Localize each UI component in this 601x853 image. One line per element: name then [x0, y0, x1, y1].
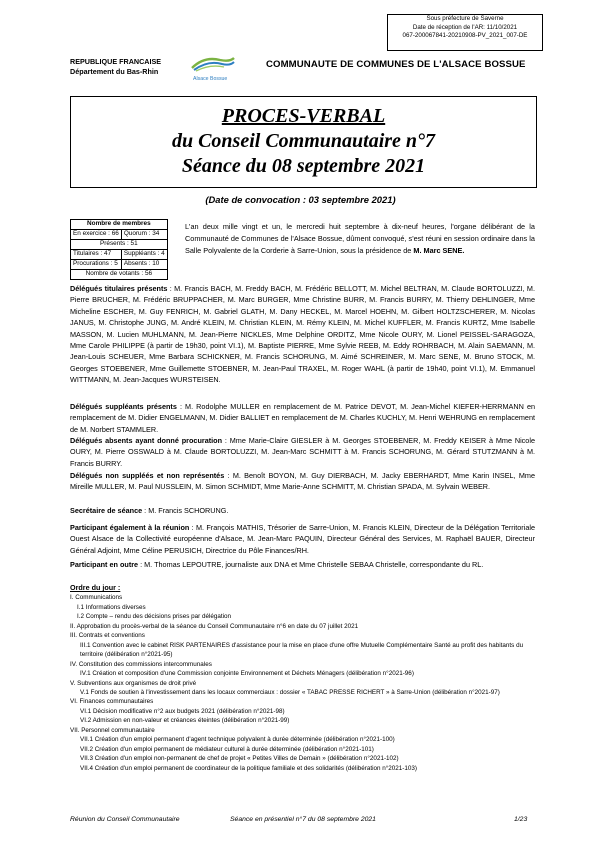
members-titulaires: Titulaires : 47 [71, 250, 122, 260]
convocation-date: (Date de convocation : 03 septembre 2021) [205, 194, 396, 205]
non-suppleés-text: : M. Benoît BOYON, M. Guy DIERBACH, M. Jacky EBERHARDT, Mme Karin INSEL, Mme Mireille MULLER, M. Paul NUSSLEIN, M. Simon SCHMIDT, Mme Marie-Anne SCHMITT, M. Christian SPADA, M. Sylvain WEBER. [70, 471, 535, 492]
agenda-item: VI. Finances communautaires [70, 698, 154, 706]
alsace-bossue-logo [190, 54, 236, 80]
agenda-item: VII.4 Création d'un emploi permanent de coordinateur de la politique familiale et des solidarités (délibération n°2021-103) [80, 764, 417, 772]
agenda-item: VII.3 Création d'un emploi non-permanent de chef de projet « Petites Villes de Demain » (délibération n°2021-102) [80, 755, 399, 763]
department-label: Département du Bas-Rhin [70, 67, 159, 76]
intro-text: L'an deux mille vingt et un, le mercredi huit septembre à dix-neuf heures, l'organe délibérant de la Communauté de Communes de l'Alsace Bossue, dûment convoqué, s'est réuni en session ordinaire dans la Salle Polyvalente de la Corderie à Sarre-Union, sous la présidence de [185, 222, 535, 255]
non-suppleés-label: Délégués non suppléés et non représentés [70, 471, 225, 480]
footer-left: Réunion du Conseil Communautaire [70, 816, 180, 823]
agenda-item: I. Communications [70, 594, 123, 602]
agenda-item: I.2 Compte – rendu des décisions prises par délégation [77, 613, 232, 621]
logo-text: Alsace Bossue [193, 76, 228, 82]
titulaires-label: Délégués titulaires présents [70, 284, 168, 293]
intro-paragraph [185, 221, 535, 257]
participant-text: : M. François MATHIS, Trésorier de Sarre-Union, M. Francis KLEIN, Directeur de la Délégation Territoriale Ouest Alsace de la Collectivité européenne d'Alsace, M. Jean-Marc PAQUIN, Directeur Général des Services, M. Raphaël BAUER, Directeur Général Adjoint, Mme Céline PERUSICH, Directrice du Pôle Finances/RH. [70, 523, 536, 555]
procuration-text: : Mme Marie-Claire GIESLER à M. Georges STOEBENER, M. Freddy KEISER à Mme Nicole OURY, M. Pierre OSSWALD à M. Claude BORTOLUZZI, M. Jean-Marc SCHMITT à M. Francis SCHORUNG, M. Gérard STUTZMANN à M. Francis BURRY. [70, 436, 535, 468]
agenda-item: VII.1 Création d'un emploi permanent d'agent technique polyvalent à durée déterminée (délibération n°2021-100) [80, 736, 395, 744]
suppleants-text: : M. Rodolphe MULLER en remplacement de M. Patrice DEVOT, M. Jean-Michel KIEFER-HERRMANN en remplacement de M. Didier ENGELMANN, M. Didier BALLIET en remplacement de M. Charles KUCHLY, M. Henri WEHRUNG en remplacement de M. Norbert STAMMLER. [70, 402, 536, 434]
intro-president: M. Marc SENE. [413, 246, 465, 255]
members-procurations: Procurations : 5 [71, 260, 122, 270]
title-box [70, 96, 537, 188]
participant-paragraph [70, 522, 535, 556]
delegues-procuration-paragraph [70, 435, 535, 469]
title-line-3: Séance du 08 septembre 2021 [181, 155, 426, 177]
stamp-line-3: 067-200067841-20210908-PV_2021_007-DE [402, 32, 528, 40]
members-table [70, 219, 168, 280]
agenda-item: V.1 Fonds de soutien à l'investissement dans les locaux commerciaux : dossier « TABAC PRESSE RICHERT » à Sarre-Union (délibération n°2021-97) [80, 688, 500, 696]
members-votants: Nombre de votants : 56 [71, 270, 168, 280]
delegues-non-suppleés-paragraph [70, 470, 535, 493]
members-absents: Absents : 10 [121, 260, 167, 270]
titulaires-text: : M. Francis BACH, M. Freddy BACH, M. Frédéric BELLOTT, M. Michel BELTRAN, M. Claude BORTOLUZZI, M. Pierre BRUCHER, M. Frédéric BRUPPACHER, M. Marc BURGER, Mme Christine BURR, M. Francis BURRY, M. Thierry DEHLINGER, Mme Micheline ESCHER, M. Guy FENRICH, M. Gabriel GLATH, M. Dany HECKEL, M. Marcel HOEHN, M. Gilbert HOLTZSCHERER, M. Nicolas JANUS, M. Christophe JUNG, M. André KLEIN, M. Christian KLEIN, M. Rémy KLEIN, M. Michel KUFFLER, M. Francis KURTZ, Mme Isabelle MASSON, M. Lucien MUHLMANN, M. Jean-Pierre NICKLES, Mme Delphine ORDITZ, Mme Nicole OURY, M. Lionel PEISSEL-SARAGOZA, Mme Carole PHILIPPE (à partir de 19h30, point VI.1), M. Baptiste PIERRE, Mme Sylvie REEB, M. Eddy ROHRBACH, M. Alain SAEMANN, M. Jean-Louis SCHEUER, Mme Barbara SCHICKNER, M. Francis SCHORUNG, M. Aimé SCHREINER, M. Marc SENE, M. Bruno STOCK, M. Georges STOEBENER, Mme Guillemette STOEBNER, M. Jean-Paul TRAXEL, M. Roger WAHL (à partir de 19h40, point VI.1), M. Emmanuel WITTMANN, M. Jean-Jacques WURSTEISEN. [70, 284, 535, 385]
agenda-item: VI.1 Décision modificative n°2 aux budgets 2021 (délibération n°2021-98) [80, 707, 285, 715]
outre-label: Participant en outre [70, 560, 139, 569]
footer-page-number: 1/23 [514, 816, 528, 823]
ordre-du-jour-heading: Ordre du jour : [70, 583, 121, 592]
secretaire-text: : M. Francis SCHORUNG. [142, 506, 229, 515]
agenda-item: IV. Constitution des commissions intercommunales [70, 660, 212, 668]
logo-swoosh-icon [190, 54, 236, 72]
members-presents: Présents : 51 [71, 240, 168, 250]
community-name: COMMUNAUTE DE COMMUNES DE L'ALSACE BOSSUE [266, 59, 526, 70]
title-line-2: du Conseil Communautaire n°7 [171, 130, 436, 152]
procuration-label: Délégués absents ayant donné procuration [70, 436, 223, 445]
agenda-item: VI.2 Admission en non-valeur et créances éteintes (délibération n°2021-99) [80, 717, 290, 725]
ordre-du-jour-list [70, 593, 540, 773]
title-line-1: PROCES-VERBAL [221, 105, 386, 127]
agenda-item: VII.2 Création d'un emploi permanent de médiateur culturel à durée déterminée (délibération n°2021-101) [80, 745, 374, 753]
delegues-suppleants-paragraph [70, 401, 535, 435]
agenda-item: V. Subventions aux organismes de droit privé [70, 679, 197, 687]
republic-label: REPUBLIQUE FRANCAISE [70, 57, 162, 66]
members-en-exercice: En exercice : 66 [71, 230, 122, 240]
delegues-titulaires-paragraph [70, 283, 535, 386]
agenda-item: III.1 Convention avec le cabinet RISK PARTENAIRES d'assistance pour la mise en place d'une offre Mutuelle Complémentaire Santé au profit des habitants du territoire (délibération n°2021-95) [80, 641, 524, 659]
agenda-item: II. Approbation du procès-verbal de la séance du Conseil Communautaire n°6 en date du 07 juillet 2021 [70, 622, 359, 630]
outre-paragraph [70, 559, 535, 570]
members-header: Nombre de membres [71, 220, 168, 230]
footer-center: Séance en présentiel n°7 du 08 septembre 2021 [230, 816, 376, 823]
republic-block [70, 57, 161, 77]
members-suppleants: Suppléants : 4 [121, 250, 167, 260]
reception-stamp [387, 14, 543, 51]
agenda-item: III. Contrats et conventions [70, 632, 145, 640]
agenda-item: IV.1 Création et composition d'une Commission conjointe Environnement et Déchets Ménagers (délibération n°2021-96) [80, 670, 414, 678]
agenda-item: I.1 Informations diverses [77, 603, 146, 611]
stamp-line-2: Date de réception de l'AR: 11/10/2021 [412, 23, 518, 31]
agenda-item: VII. Personnel communautaire [70, 726, 155, 734]
outre-text: : M. Thomas LEPOUTRE, journaliste aux DNA et Mme Christelle SEBAA Christelle, correspondante du RL. [138, 560, 484, 569]
members-quorum: Quorum : 34 [121, 230, 167, 240]
stamp-line-1: Sous préfecture de Saverne [426, 15, 504, 22]
secretaire-label: Secrétaire de séance [70, 506, 143, 515]
participant-label: Participant également à la réunion [70, 523, 190, 532]
ordre-du-jour [70, 583, 540, 773]
suppleants-label: Délégués suppléants présents [70, 402, 177, 411]
secretaire-paragraph [70, 505, 535, 516]
